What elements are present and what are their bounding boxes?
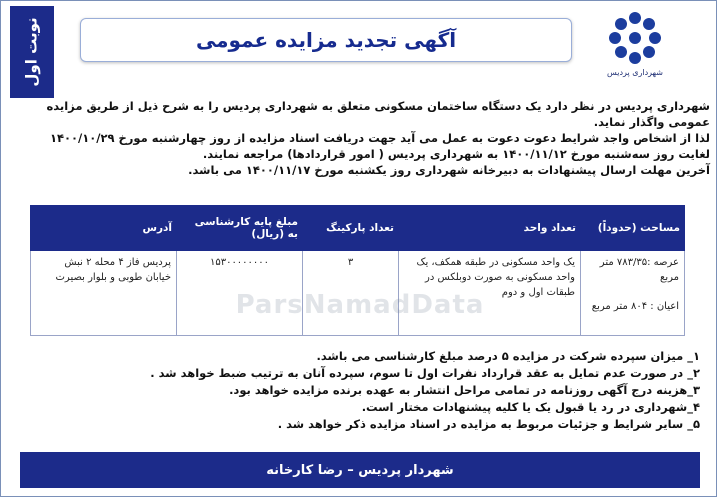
logo-caption: شهرداری پردیس xyxy=(607,68,663,77)
intro-line: آخرین مهلت ارسال پیشنهادات به دبیرخانه شهرداری روز یکشنبه مورخ ۱۴۰۰/۱۱/۱۷ می باشد. xyxy=(188,163,710,177)
cell-address: پردیس فاز ۴ محله ۲ نبش خیابان طوبی و بلوار بصیرت xyxy=(31,251,177,336)
cell-area xyxy=(581,251,685,336)
watermark: ParsNamadData xyxy=(235,290,485,320)
page-title: آگهی تجدید مزایده عمومی xyxy=(195,28,457,52)
header-units: تعداد واحد xyxy=(399,206,581,251)
intro-paragraph xyxy=(24,98,710,178)
intro-line: شهرداری پردیس در نظر دارد یک دستگاه ساختمان مسکونی متعلق به شهرداری پردیس را به شرح ذیل از طریق مزایده عمومی واگذار نماید. xyxy=(46,99,710,129)
municipality-logo-icon xyxy=(580,8,690,86)
condition-item: ۱_ میزان سپرده شرکت در مزایده ۵ درصد مبلغ کارشناسی می باشد. xyxy=(316,349,700,363)
header-parking: تعداد پارکینگ xyxy=(303,206,399,251)
cell-parking: ۳ xyxy=(303,251,399,336)
title-banner xyxy=(80,18,572,62)
conditions-list xyxy=(60,348,700,433)
signature-text: شهردار پردیس – رضا کارخانه xyxy=(266,462,454,478)
header-address: آدرس xyxy=(31,206,177,251)
condition-item: ۳_هزینه درج آگهی روزنامه در تمامی مراحل انتشار به عهده برنده مزایده خواهد بود. xyxy=(229,383,700,397)
cell-units: یک واحد مسکونی در طبقه همکف، یک واحد مسکونی به صورت دوبلکس در طبقات اول و دوم xyxy=(399,251,581,336)
condition-item: ۵_ سایر شرایط و جزئیات مربوط به مزایده در اسناد مزایده ذکر خواهد شد . xyxy=(277,417,700,431)
area-land: عرصه :۷۸۳/۳۵ متر مربع xyxy=(599,257,679,283)
table-header-row xyxy=(31,206,685,251)
logo-graphic xyxy=(580,8,690,68)
header-price: مبلغ پایه کارشناسی به (ریال) xyxy=(177,206,303,251)
condition-item: ۲_ در صورت عدم تمایل به عقد قرارداد نفرات اول تا سوم، سپرده آنان به ترتیب ضبط خواهد شد . xyxy=(150,366,700,380)
condition-item: ۴_شهرداری در رد یا قبول یک یا کلیه پیشنهادات مختار است. xyxy=(361,400,700,414)
cell-price: ۱۵۳۰۰۰۰۰۰۰۰ xyxy=(177,251,303,336)
table-row xyxy=(31,251,685,336)
auction-table xyxy=(30,205,685,336)
header-area: مساحت (حدوداً) xyxy=(581,206,685,251)
ribbon-label: نوبت اول xyxy=(23,17,42,87)
notice-ribbon xyxy=(10,6,54,98)
signature-banner xyxy=(20,452,700,488)
area-building: اعیان : ۸۰۴ متر مربع xyxy=(591,301,679,312)
intro-line: لذا از اشخاص واجد شرایط دعوت دعوت به عمل می آید جهت دریافت اسناد مزایده از روز چهارشنبه مورخ ۱۴۰۰/۱۰/۲۹ لغایت روز سه‌شنبه مورخ ۱۴۰۰/۱۱/۱۲ به شهرداری پردیس ( امور قراردادها) مراجعه نمایند. xyxy=(49,131,710,161)
